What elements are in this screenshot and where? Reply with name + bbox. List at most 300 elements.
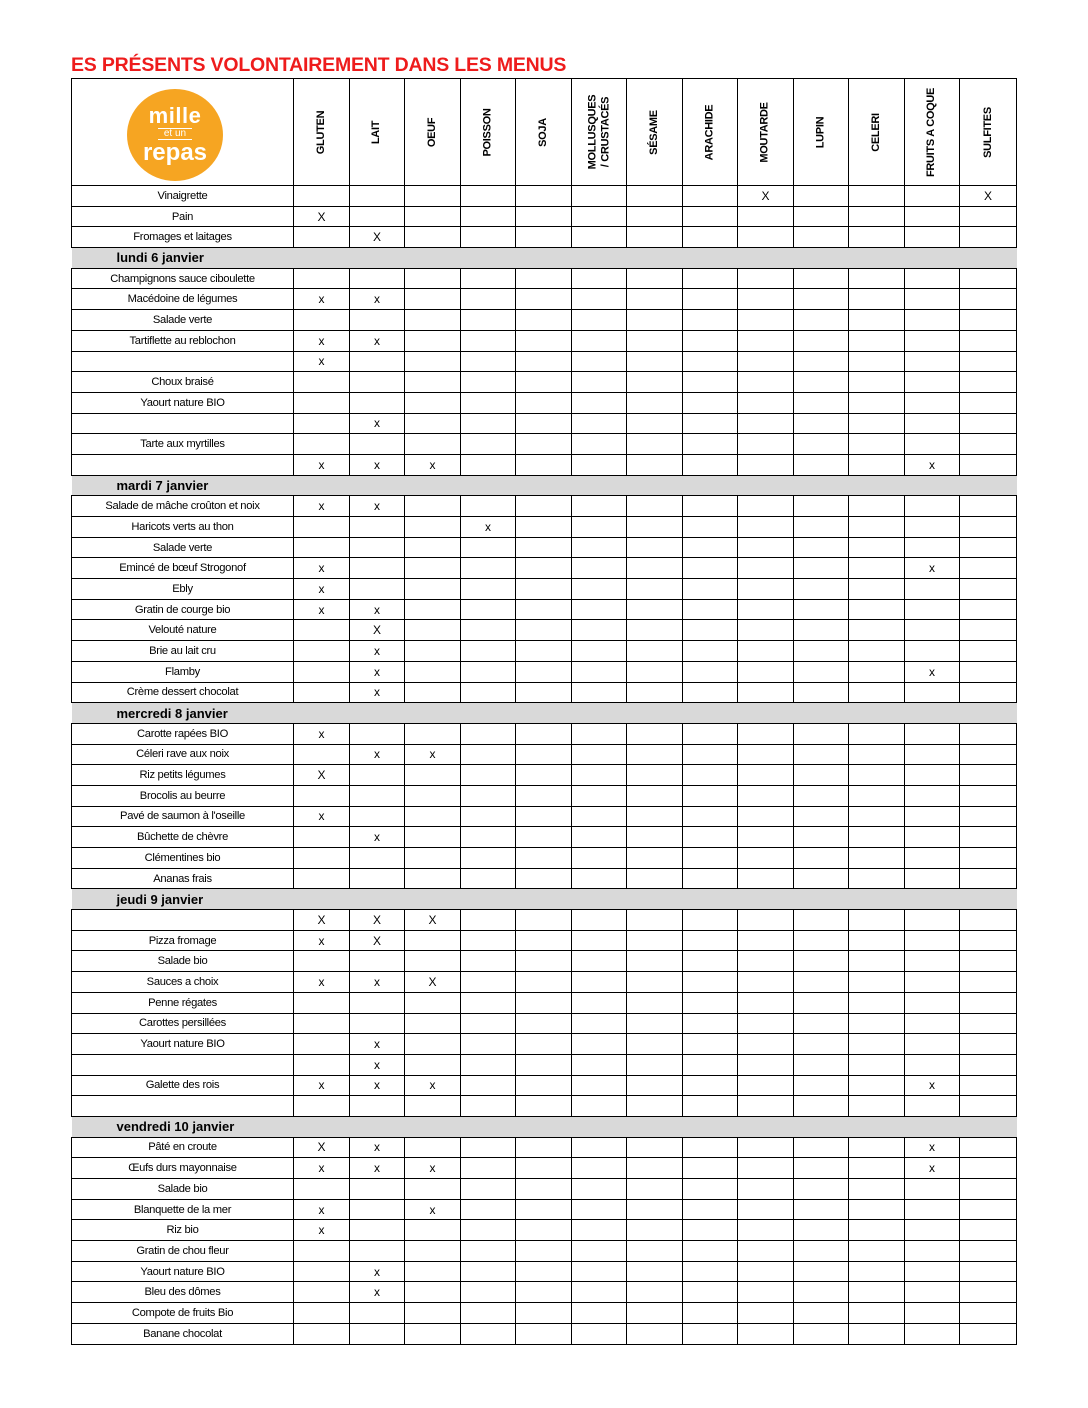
- allergen-mark-cell: [461, 227, 516, 248]
- allergen-mark-cell: [905, 1179, 960, 1200]
- allergen-header-lait: [350, 79, 405, 186]
- allergen-mark-cell: [960, 1054, 1017, 1075]
- allergen-mark-cell: [516, 289, 572, 310]
- allergen-mark-cell: [738, 413, 794, 434]
- allergen-mark-cell: [960, 1323, 1017, 1344]
- allergen-mark-cell: [627, 289, 683, 310]
- allergen-mark-cell: X: [960, 186, 1017, 207]
- allergen-mark-cell: [405, 206, 461, 227]
- table-row: [72, 930, 1017, 951]
- allergen-mark-cell: [794, 434, 849, 455]
- allergen-mark-cell: [627, 206, 683, 227]
- allergen-mark-cell: [627, 744, 683, 765]
- allergen-label: LUPIN: [814, 116, 827, 148]
- allergen-mark-cell: [405, 186, 461, 207]
- allergen-mark-cell: [849, 1179, 905, 1200]
- allergen-mark-cell: [683, 454, 738, 475]
- allergen-mark-cell: [794, 641, 849, 662]
- allergen-mark-cell: [350, 848, 405, 869]
- day-label: jeudi 9 janvier: [72, 889, 1017, 910]
- allergen-mark-cell: [738, 1158, 794, 1179]
- allergen-mark-cell: [516, 972, 572, 993]
- allergen-mark-cell: [794, 930, 849, 951]
- table-row: [72, 454, 1017, 475]
- dish-name: Banane chocolat: [72, 1323, 294, 1344]
- allergen-mark-cell: [960, 1220, 1017, 1241]
- allergen-mark-cell: [849, 868, 905, 889]
- allergen-mark-cell: [572, 1261, 627, 1282]
- allergen-mark-cell: [794, 682, 849, 703]
- allergen-mark-cell: [516, 537, 572, 558]
- dish-name: Choux braisé: [72, 372, 294, 393]
- allergen-mark-cell: [627, 392, 683, 413]
- allergen-mark-cell: [572, 206, 627, 227]
- allergen-mark-cell: [849, 972, 905, 993]
- table-row: [72, 1179, 1017, 1200]
- allergen-mark-cell: [683, 351, 738, 372]
- allergen-mark-cell: [461, 1261, 516, 1282]
- allergen-mark-cell: [849, 537, 905, 558]
- allergen-mark-cell: [405, 723, 461, 744]
- allergen-mark-cell: X: [294, 1137, 350, 1158]
- allergen-mark-cell: [405, 1096, 461, 1117]
- allergen-mark-cell: [738, 454, 794, 475]
- table-row: [72, 310, 1017, 331]
- allergen-mark-cell: [960, 1261, 1017, 1282]
- allergen-mark-cell: [405, 1261, 461, 1282]
- allergen-mark-cell: [794, 620, 849, 641]
- dish-name: Pâté en croute: [72, 1137, 294, 1158]
- allergen-mark-cell: [960, 930, 1017, 951]
- dish-name: Macédoine de légumes: [72, 289, 294, 310]
- allergen-mark-cell: [905, 206, 960, 227]
- allergen-mark-cell: x: [905, 1075, 960, 1096]
- allergen-mark-cell: [738, 1199, 794, 1220]
- allergen-mark-cell: [960, 1096, 1017, 1117]
- allergen-mark-cell: [461, 1282, 516, 1303]
- allergen-mark-cell: [849, 785, 905, 806]
- allergen-mark-cell: [572, 268, 627, 289]
- dish-name: [72, 910, 294, 931]
- allergen-label: SÉSAME: [648, 109, 660, 155]
- allergen-mark-cell: [350, 186, 405, 207]
- dish-name: Gratin de courge bio: [72, 599, 294, 620]
- allergen-mark-cell: [294, 517, 350, 538]
- allergen-mark-cell: [627, 682, 683, 703]
- allergen-mark-cell: x: [294, 1220, 350, 1241]
- allergen-mark-cell: [516, 951, 572, 972]
- allergen-mark-cell: [572, 1241, 627, 1262]
- allergen-mark-cell: [849, 930, 905, 951]
- allergen-mark-cell: [738, 496, 794, 517]
- allergen-mark-cell: [350, 1303, 405, 1324]
- allergen-mark-cell: [960, 972, 1017, 993]
- table-row: [72, 1075, 1017, 1096]
- allergen-mark-cell: [849, 827, 905, 848]
- day-label: mercredi 8 janvier: [72, 703, 1017, 724]
- allergen-mark-cell: [960, 454, 1017, 475]
- allergen-mark-cell: X: [350, 930, 405, 951]
- allergen-mark-cell: x: [350, 496, 405, 517]
- allergen-mark-cell: [350, 434, 405, 455]
- allergen-mark-cell: [738, 1282, 794, 1303]
- allergen-mark-cell: [960, 1179, 1017, 1200]
- allergen-mark-cell: X: [350, 227, 405, 248]
- allergen-mark-cell: x: [350, 682, 405, 703]
- allergen-mark-cell: [905, 392, 960, 413]
- table-row: [72, 1054, 1017, 1075]
- dish-name: Pain: [72, 206, 294, 227]
- allergen-mark-cell: [294, 827, 350, 848]
- allergen-mark-cell: [905, 951, 960, 972]
- allergen-mark-cell: [849, 1096, 905, 1117]
- allergen-mark-cell: [794, 1261, 849, 1282]
- allergen-mark-cell: [461, 1158, 516, 1179]
- allergen-mark-cell: [960, 1158, 1017, 1179]
- allergen-mark-cell: [738, 992, 794, 1013]
- allergen-mark-cell: [627, 1054, 683, 1075]
- allergen-mark-cell: [405, 1282, 461, 1303]
- allergen-mark-cell: x: [350, 661, 405, 682]
- allergen-mark-cell: [516, 599, 572, 620]
- allergen-mark-cell: x: [294, 289, 350, 310]
- allergen-mark-cell: [572, 1323, 627, 1344]
- table-row: [72, 537, 1017, 558]
- allergen-mark-cell: x: [294, 1158, 350, 1179]
- table-row: [72, 992, 1017, 1013]
- allergen-mark-cell: [683, 558, 738, 579]
- allergen-mark-cell: [960, 910, 1017, 931]
- allergen-mark-cell: [960, 992, 1017, 1013]
- allergen-mark-cell: [627, 848, 683, 869]
- table-row: [72, 1303, 1017, 1324]
- allergen-mark-cell: [405, 268, 461, 289]
- allergen-mark-cell: [516, 517, 572, 538]
- allergen-mark-cell: [405, 310, 461, 331]
- allergen-mark-cell: [960, 227, 1017, 248]
- allergen-mark-cell: [294, 186, 350, 207]
- allergen-mark-cell: [461, 992, 516, 1013]
- allergen-mark-cell: [683, 1054, 738, 1075]
- dish-name: Salade bio: [72, 1179, 294, 1200]
- day-header-row: [72, 889, 1017, 910]
- allergen-mark-cell: [572, 434, 627, 455]
- dish-name: Bûchette de chèvre: [72, 827, 294, 848]
- allergen-label: MOLLUSQUES / CRUSTACÉS: [586, 94, 611, 170]
- allergen-mark-cell: [960, 868, 1017, 889]
- allergen-mark-cell: x: [350, 1054, 405, 1075]
- allergen-mark-cell: [405, 1137, 461, 1158]
- allergen-label: ARACHIDE: [703, 104, 716, 160]
- allergen-mark-cell: [794, 972, 849, 993]
- allergen-mark-cell: [794, 723, 849, 744]
- allergen-mark-cell: [572, 785, 627, 806]
- allergen-mark-cell: x: [350, 599, 405, 620]
- allergen-mark-cell: [405, 1241, 461, 1262]
- allergen-mark-cell: [294, 1179, 350, 1200]
- allergen-mark-cell: [738, 289, 794, 310]
- allergen-mark-cell: [294, 682, 350, 703]
- allergen-mark-cell: [572, 723, 627, 744]
- allergen-mark-cell: [516, 579, 572, 600]
- allergen-mark-cell: [738, 1323, 794, 1344]
- allergen-mark-cell: X: [294, 910, 350, 931]
- allergen-mark-cell: [350, 992, 405, 1013]
- allergen-mark-cell: x: [294, 1199, 350, 1220]
- allergen-mark-cell: [516, 351, 572, 372]
- allergen-mark-cell: [683, 186, 738, 207]
- allergen-mark-cell: [794, 392, 849, 413]
- allergen-mark-cell: [405, 1054, 461, 1075]
- allergen-mark-cell: [905, 1220, 960, 1241]
- allergen-mark-cell: [350, 723, 405, 744]
- allergen-mark-cell: [516, 227, 572, 248]
- allergen-mark-cell: x: [905, 661, 960, 682]
- allergen-mark-cell: [572, 372, 627, 393]
- allergen-mark-cell: [350, 1323, 405, 1344]
- allergen-mark-cell: [405, 227, 461, 248]
- allergen-mark-cell: [516, 1075, 572, 1096]
- allergen-mark-cell: [905, 310, 960, 331]
- allergen-mark-cell: x: [905, 454, 960, 475]
- allergen-mark-cell: [849, 1013, 905, 1034]
- allergen-mark-cell: [516, 1096, 572, 1117]
- allergen-mark-cell: [350, 765, 405, 786]
- allergen-mark-cell: [960, 310, 1017, 331]
- allergen-mark-cell: [905, 910, 960, 931]
- allergen-mark-cell: x: [905, 1137, 960, 1158]
- dish-name: Pizza fromage: [72, 930, 294, 951]
- allergen-mark-cell: [461, 1179, 516, 1200]
- allergen-mark-cell: [350, 558, 405, 579]
- allergen-mark-cell: [738, 517, 794, 538]
- allergen-label: POISSON: [481, 107, 494, 157]
- allergen-mark-cell: [405, 930, 461, 951]
- allergen-mark-cell: [572, 1220, 627, 1241]
- allergen-header-fruits-a-coque: [905, 79, 960, 186]
- allergen-mark-cell: [516, 682, 572, 703]
- day-header-row: [72, 1116, 1017, 1137]
- dish-name: Sauces a choix: [72, 972, 294, 993]
- allergen-mark-cell: x: [294, 930, 350, 951]
- dish-name: Tartiflette au reblochon: [72, 330, 294, 351]
- allergen-mark-cell: [461, 537, 516, 558]
- allergen-mark-cell: [905, 186, 960, 207]
- table-row: [72, 661, 1017, 682]
- allergen-mark-cell: x: [350, 1034, 405, 1055]
- allergen-mark-cell: [849, 372, 905, 393]
- allergen-mark-cell: [294, 868, 350, 889]
- allergen-mark-cell: [572, 1158, 627, 1179]
- allergen-mark-cell: x: [350, 972, 405, 993]
- allergen-mark-cell: [572, 641, 627, 662]
- allergen-mark-cell: [572, 310, 627, 331]
- allergen-mark-cell: [905, 330, 960, 351]
- allergen-mark-cell: [627, 434, 683, 455]
- allergen-mark-cell: [405, 868, 461, 889]
- allergen-mark-cell: [794, 454, 849, 475]
- allergen-mark-cell: [516, 1158, 572, 1179]
- allergen-mark-cell: [516, 848, 572, 869]
- table-row: [72, 206, 1017, 227]
- allergen-mark-cell: [905, 1303, 960, 1324]
- dish-name: Céleri rave aux noix: [72, 744, 294, 765]
- allergen-mark-cell: [294, 227, 350, 248]
- allergen-mark-cell: [405, 806, 461, 827]
- allergen-mark-cell: [294, 413, 350, 434]
- allergen-mark-cell: [627, 454, 683, 475]
- allergen-mark-cell: x: [294, 972, 350, 993]
- table-row: [72, 289, 1017, 310]
- allergen-mark-cell: [960, 1034, 1017, 1055]
- dish-name: Carotte rapées BIO: [72, 723, 294, 744]
- allergen-mark-cell: [738, 1179, 794, 1200]
- allergen-mark-cell: [572, 537, 627, 558]
- table-row: [72, 806, 1017, 827]
- allergen-mark-cell: [350, 268, 405, 289]
- allergen-mark-cell: [683, 1241, 738, 1262]
- allergen-mark-cell: [849, 579, 905, 600]
- allergen-mark-cell: [849, 1261, 905, 1282]
- allergen-mark-cell: [627, 930, 683, 951]
- allergen-mark-cell: [849, 454, 905, 475]
- allergen-mark-cell: [350, 206, 405, 227]
- allergen-mark-cell: [516, 1199, 572, 1220]
- allergen-mark-cell: [683, 868, 738, 889]
- allergen-mark-cell: [683, 310, 738, 331]
- allergen-mark-cell: x: [294, 579, 350, 600]
- dish-name: Pavé de saumon à l'oseille: [72, 806, 294, 827]
- allergen-mark-cell: [905, 227, 960, 248]
- allergen-mark-cell: [738, 392, 794, 413]
- allergen-mark-cell: [683, 1199, 738, 1220]
- dish-name: Riz bio: [72, 1220, 294, 1241]
- allergen-mark-cell: [683, 289, 738, 310]
- allergen-mark-cell: [461, 868, 516, 889]
- allergen-mark-cell: [294, 1282, 350, 1303]
- allergen-mark-cell: [572, 1303, 627, 1324]
- allergen-mark-cell: [572, 1199, 627, 1220]
- table-row: [72, 599, 1017, 620]
- allergen-mark-cell: [960, 392, 1017, 413]
- allergen-mark-cell: [849, 330, 905, 351]
- allergen-mark-cell: [516, 620, 572, 641]
- allergen-mark-cell: [516, 1054, 572, 1075]
- allergen-mark-cell: [960, 1303, 1017, 1324]
- allergen-mark-cell: [350, 372, 405, 393]
- allergen-header-celeri: [849, 79, 905, 186]
- allergen-mark-cell: [738, 682, 794, 703]
- allergen-mark-cell: [627, 910, 683, 931]
- allergen-label: GLUTEN: [314, 110, 327, 154]
- allergen-mark-cell: [572, 930, 627, 951]
- allergen-mark-cell: [294, 641, 350, 662]
- allergen-mark-cell: [683, 496, 738, 517]
- allergen-header-mollusques-crustac-s: [572, 79, 627, 186]
- allergen-mark-cell: [461, 682, 516, 703]
- allergen-mark-cell: [405, 827, 461, 848]
- allergen-mark-cell: [572, 765, 627, 786]
- allergen-mark-cell: [461, 765, 516, 786]
- allergen-header-soja: [516, 79, 572, 186]
- allergen-mark-cell: [960, 599, 1017, 620]
- allergen-mark-cell: [794, 1282, 849, 1303]
- dish-name: Vinaigrette: [72, 186, 294, 207]
- allergen-mark-cell: [849, 806, 905, 827]
- allergen-label: SULFITES: [981, 106, 994, 158]
- allergen-mark-cell: [738, 620, 794, 641]
- allergen-mark-cell: [849, 910, 905, 931]
- table-row: [72, 392, 1017, 413]
- allergen-mark-cell: [849, 723, 905, 744]
- dish-name: [72, 351, 294, 372]
- allergen-mark-cell: [461, 641, 516, 662]
- allergen-mark-cell: [738, 972, 794, 993]
- allergen-mark-cell: [294, 620, 350, 641]
- allergen-mark-cell: [350, 868, 405, 889]
- allergen-mark-cell: [627, 517, 683, 538]
- allergen-mark-cell: [960, 206, 1017, 227]
- allergen-mark-cell: [738, 268, 794, 289]
- allergen-mark-cell: [849, 1241, 905, 1262]
- allergen-mark-cell: [905, 992, 960, 1013]
- allergen-mark-cell: [794, 599, 849, 620]
- allergen-mark-cell: [683, 330, 738, 351]
- allergen-mark-cell: [849, 1034, 905, 1055]
- allergen-mark-cell: [794, 1054, 849, 1075]
- table-row: [72, 951, 1017, 972]
- allergen-mark-cell: [461, 806, 516, 827]
- allergen-mark-cell: [572, 848, 627, 869]
- table-row: [72, 227, 1017, 248]
- allergen-mark-cell: [905, 1282, 960, 1303]
- table-row: [72, 641, 1017, 662]
- allergen-mark-cell: [905, 868, 960, 889]
- allergen-mark-cell: [794, 1303, 849, 1324]
- allergen-mark-cell: x: [405, 1158, 461, 1179]
- allergen-mark-cell: [572, 1075, 627, 1096]
- table-row: [72, 558, 1017, 579]
- allergen-mark-cell: [461, 848, 516, 869]
- allergen-mark-cell: [960, 372, 1017, 393]
- allergen-mark-cell: [683, 1013, 738, 1034]
- allergen-mark-cell: [849, 289, 905, 310]
- dish-name: Champignons sauce ciboulette: [72, 268, 294, 289]
- allergen-mark-cell: [794, 310, 849, 331]
- allergen-mark-cell: [849, 206, 905, 227]
- allergen-mark-cell: [627, 558, 683, 579]
- allergen-mark-cell: [738, 1075, 794, 1096]
- allergen-mark-cell: [516, 806, 572, 827]
- allergen-mark-cell: [738, 1096, 794, 1117]
- allergen-mark-cell: [294, 372, 350, 393]
- table-row: [72, 351, 1017, 372]
- allergen-mark-cell: [849, 1199, 905, 1220]
- allergen-mark-cell: [849, 641, 905, 662]
- table-row: [72, 1261, 1017, 1282]
- allergen-mark-cell: [516, 661, 572, 682]
- allergen-mark-cell: [461, 1013, 516, 1034]
- allergen-mark-cell: [960, 744, 1017, 765]
- allergen-mark-cell: [849, 1303, 905, 1324]
- allergen-mark-cell: [849, 268, 905, 289]
- allergen-mark-cell: x: [294, 806, 350, 827]
- allergen-mark-cell: x: [350, 641, 405, 662]
- allergen-mark-cell: [683, 723, 738, 744]
- allergen-mark-cell: [905, 372, 960, 393]
- dish-name: Œufs durs mayonnaise: [72, 1158, 294, 1179]
- allergen-mark-cell: [905, 1241, 960, 1262]
